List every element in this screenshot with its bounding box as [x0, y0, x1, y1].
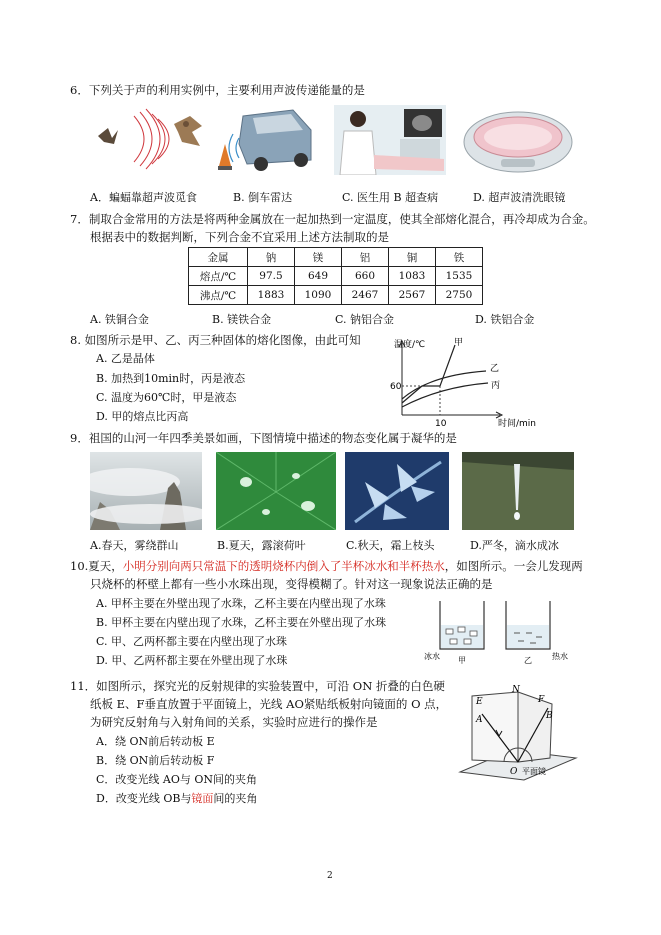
- b-ultrasound-image: [334, 105, 446, 175]
- q8-stem: 8. 如图所示是甲、乙、丙三种固体的熔化图像，由此可知: [70, 333, 361, 347]
- misty-mountains-image: [90, 452, 202, 530]
- graph-series-bing: 丙: [491, 381, 501, 391]
- q11-stem-line1: 11．如图所示，探究光的反射规律的实验装置中，可沿 ON 折叠的白色硬: [70, 679, 445, 693]
- q8-option-b: B. 加热到10min时，丙是液态: [96, 372, 246, 385]
- fig-label-f: F: [538, 695, 545, 705]
- q10-stem-highlight: 小明分别向两只常温下的透明烧杯内倒入了半杯冰水和半杯热水: [122, 559, 445, 573]
- q11-stem-line3: 为研究反射角与入射角间的关系，实验时应进行的操作是: [90, 715, 378, 729]
- reflection-figure: [452, 684, 582, 784]
- graph-series-yi: 乙: [490, 364, 500, 374]
- q6-option-c: C. 医生用 B 超查病: [342, 191, 439, 204]
- table-cell: 铝: [342, 248, 389, 267]
- fig-label-e: E: [476, 697, 483, 707]
- bat-ultrasound-image: [94, 106, 206, 172]
- table-cell: 金属: [189, 248, 248, 267]
- table-cell: 2467: [342, 286, 389, 305]
- melting-graph: [380, 333, 540, 431]
- q7-option-b: B. 镁铁合金: [212, 313, 272, 326]
- q10-option-c: C. 甲、乙两杯都主要在内壁出现了水珠: [96, 635, 288, 648]
- table-cell: 1083: [389, 267, 436, 286]
- q11-option-c: C．改变光线 AO与 ON间的夹角: [96, 773, 258, 786]
- q9-option-b: B.夏天，露滚荷叶: [217, 539, 306, 552]
- table-cell: 649: [295, 267, 342, 286]
- beaker-left-name: 甲: [458, 656, 466, 665]
- reversing-radar-image: [213, 104, 313, 174]
- q6-option-b: B. 倒车雷达: [233, 191, 293, 204]
- graph-y-tick: 60: [390, 382, 402, 392]
- frost-on-branch-image: [345, 452, 449, 530]
- q8-option-d: D. 甲的熔点比丙高: [96, 410, 189, 423]
- q8-option-c: C. 温度为60℃时，甲是液态: [96, 391, 237, 404]
- fig-label-b: B: [546, 711, 553, 721]
- table-cell: 熔点/℃: [189, 267, 248, 286]
- table-cell: 铁: [436, 248, 483, 267]
- q11-option-d-highlight: 镜面: [191, 792, 214, 805]
- table-row: [189, 286, 483, 305]
- q10-option-d: D. 甲、乙两杯都主要在外壁出现了水珠: [96, 654, 288, 667]
- table-cell: 2567: [389, 286, 436, 305]
- table-cell: 1883: [248, 286, 295, 305]
- q7-option-d: D. 铁铝合金: [475, 313, 535, 326]
- table-cell: 2750: [436, 286, 483, 305]
- q9-option-c: C.秋天，霜上枝头: [346, 539, 435, 552]
- q11-option-d-suffix: 间的夹角: [213, 792, 258, 805]
- table-header-row: [189, 248, 483, 267]
- ultrasonic-cleaner-image: [461, 104, 575, 174]
- beakers-figure: [422, 597, 582, 667]
- q10-stem-line1: [70, 559, 583, 573]
- q6-option-a: A．蝙蝠靠超声波觅食: [90, 191, 197, 204]
- q11-stem-line2: 纸板 E、F垂直放置于平面镜上，光线 AO紧贴纸板射向镜面的 O 点，: [90, 697, 448, 711]
- table-cell: 沸点/℃: [189, 286, 248, 305]
- graph-y-label: 温度/℃: [394, 340, 426, 350]
- table-cell: 97.5: [248, 267, 295, 286]
- q10-stem-suffix: ，如图所示。一会儿发现两: [444, 559, 583, 573]
- q6-option-d: D. 超声波清洗眼镜: [473, 191, 566, 204]
- beaker-left-tag: 冰水: [424, 652, 440, 661]
- beaker-right-name: 乙: [524, 656, 532, 665]
- table-cell: 660: [342, 267, 389, 286]
- dew-on-lotus-image: [216, 452, 336, 530]
- q10-option-b: B. 甲杯主要在内壁出现了水珠，乙杯主要在外壁出现了水珠: [96, 616, 387, 629]
- page-number: 2: [327, 871, 333, 881]
- beaker-right-tag: 热水: [552, 652, 568, 661]
- q10-stem-line2: 只烧杯的杯壁上都有一些小水珠出现，变得模糊了。针对这一现象说法正确的是: [90, 577, 493, 591]
- dripping-icicle-image: [462, 452, 574, 530]
- q7-stem-line1: 7．制取合金常用的方法是将两种金属放在一起加热到一定温度，使其全部熔化混合，再冷却成为合金。: [70, 212, 595, 226]
- fig-label-a: A: [476, 715, 483, 725]
- q9-option-d: D.严冬，滴水成冰: [470, 539, 559, 552]
- q7-option-c: C. 钠铝合金: [335, 313, 395, 326]
- fig-label-o: O: [510, 767, 518, 777]
- q9-stem: 9．祖国的山河一年四季美景如画，下图情境中描述的物态变化属于凝华的是: [70, 431, 457, 445]
- graph-x-label: 时间/min: [498, 419, 537, 429]
- q11-option-d: [96, 792, 257, 806]
- fig-label-n: N: [512, 685, 520, 695]
- q9-option-a: A.春天，雾绕群山: [90, 539, 179, 552]
- q10-stem-prefix: 10.夏天，: [70, 559, 123, 573]
- table-cell: 1535: [436, 267, 483, 286]
- q11-option-a: A．绕 ON前后转动板 E: [96, 735, 215, 748]
- q11-option-b: B．绕 ON前后转动板 F: [96, 754, 215, 767]
- fig-label-mirror: 平面镜: [522, 767, 546, 776]
- q10-option-a: A. 甲杯主要在外壁出现了水珠，乙杯主要在内壁出现了水珠: [96, 597, 386, 610]
- graph-series-jia: 甲: [454, 338, 464, 348]
- table-cell: 钠: [248, 248, 295, 267]
- table-cell: 镁: [295, 248, 342, 267]
- q7-stem-line2: 根据表中的数据判断，下列合金不宜采用上述方法制取的是: [90, 230, 389, 244]
- metal-properties-table: [188, 247, 483, 305]
- q11-option-d-prefix: D．改变光线 OB与: [96, 792, 192, 805]
- q8-option-a: A. 乙是晶体: [96, 352, 155, 365]
- q7-option-a: A. 铁铜合金: [90, 313, 149, 326]
- table-cell: 1090: [295, 286, 342, 305]
- table-row: [189, 267, 483, 286]
- table-cell: 铜: [389, 248, 436, 267]
- q6-stem: 6．下列关于声的利用实例中，主要利用声波传递能量的是: [70, 83, 365, 97]
- graph-x-tick: 10: [435, 419, 447, 429]
